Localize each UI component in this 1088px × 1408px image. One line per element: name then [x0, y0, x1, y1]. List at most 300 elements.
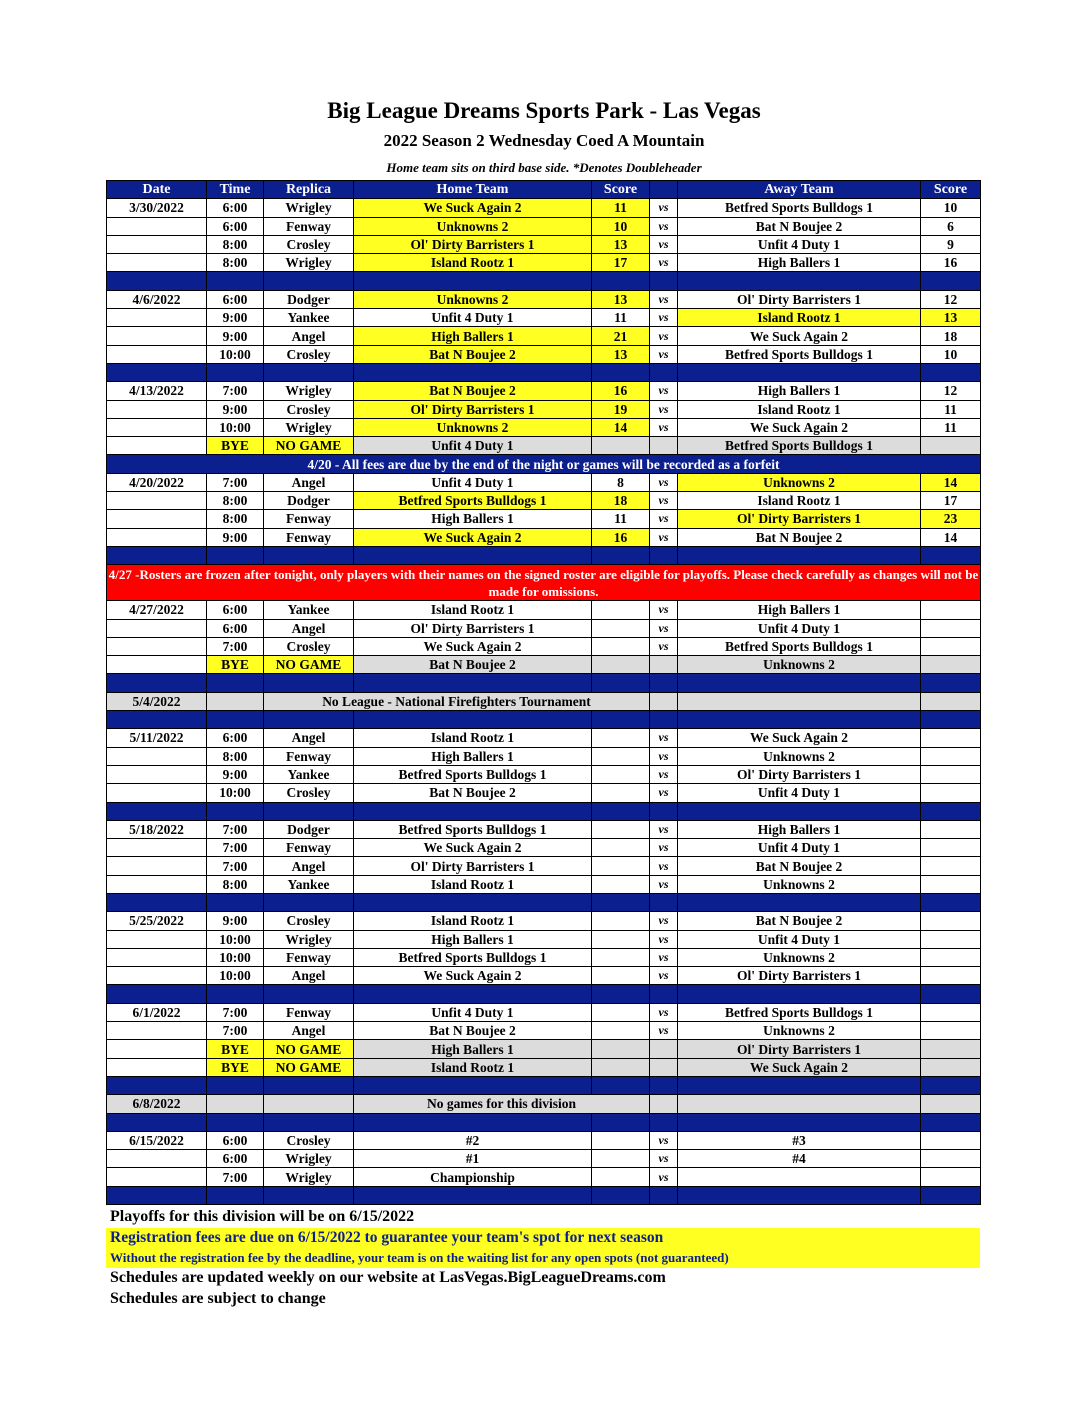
- away-score-cell: 11: [921, 400, 981, 418]
- away-team-cell: Unknowns 2: [678, 1022, 921, 1040]
- game-row: [107, 729, 981, 747]
- time-cell: [207, 1095, 264, 1113]
- away-team-cell: [678, 1095, 921, 1113]
- week-separator-row: [107, 1113, 981, 1131]
- home-team-cell: Unknowns 2: [354, 217, 592, 235]
- time-cell: 9:00: [207, 912, 264, 930]
- vs-cell: vs: [650, 601, 678, 619]
- away-team-cell: Ol' Dirty Barristers 1: [678, 1040, 921, 1058]
- away-score-cell: [921, 1022, 981, 1040]
- home-score-cell: 11: [592, 510, 650, 528]
- away-score-cell: [921, 948, 981, 966]
- date-cell: [107, 400, 207, 418]
- separator-cell: [207, 272, 264, 290]
- replica-cell: Crosley: [264, 345, 354, 363]
- date-cell: [107, 1150, 207, 1168]
- bye-row: [107, 656, 981, 674]
- away-score-cell: [921, 656, 981, 674]
- away-score-cell: [921, 637, 981, 655]
- away-team-cell: Unknowns 2: [678, 948, 921, 966]
- vs-cell: vs: [650, 254, 678, 272]
- vs-cell: [650, 1058, 678, 1076]
- vs-cell: vs: [650, 528, 678, 546]
- replica-cell: Fenway: [264, 948, 354, 966]
- separator-cell: [921, 272, 981, 290]
- away-team-cell: We Suck Again 2: [678, 327, 921, 345]
- game-row: [107, 1022, 981, 1040]
- week-separator-row: [107, 985, 981, 1003]
- home-score-cell: [592, 656, 650, 674]
- separator-cell: [207, 1113, 264, 1131]
- time-cell: 7:00: [207, 473, 264, 491]
- vs-cell: vs: [650, 235, 678, 253]
- replica-cell: NO GAME: [264, 656, 354, 674]
- game-row: [107, 217, 981, 235]
- home-team-cell: Betfred Sports Bulldogs 1: [354, 820, 592, 838]
- separator-cell: [354, 1076, 592, 1094]
- separator-cell: [107, 711, 207, 729]
- week-separator-row: [107, 711, 981, 729]
- home-team-cell: Island Rootz 1: [354, 875, 592, 893]
- date-cell: [107, 784, 207, 802]
- date-cell: 6/1/2022: [107, 1003, 207, 1021]
- game-row: [107, 912, 981, 930]
- date-cell: 4/20/2022: [107, 473, 207, 491]
- registration-note: Registration fees are due on 6/15/2022 to guarantee your team's spot for next season: [110, 1229, 664, 1246]
- info-text: No games for this division: [354, 1095, 650, 1113]
- replica-cell: Dodger: [264, 820, 354, 838]
- away-score-cell: [921, 1003, 981, 1021]
- home-score-cell: 13: [592, 345, 650, 363]
- away-score-cell: [921, 619, 981, 637]
- separator-cell: [207, 1076, 264, 1094]
- home-score-cell: 17: [592, 254, 650, 272]
- away-team-cell: High Ballers 1: [678, 820, 921, 838]
- roster-freeze-notice-row: [107, 565, 981, 601]
- away-score-cell: 14: [921, 473, 981, 491]
- date-cell: [107, 747, 207, 765]
- date-cell: 3/30/2022: [107, 199, 207, 217]
- separator-cell: [264, 1076, 354, 1094]
- game-row: [107, 857, 981, 875]
- time-cell: 8:00: [207, 254, 264, 272]
- home-team-cell: Ol' Dirty Barristers 1: [354, 619, 592, 637]
- home-score-cell: 16: [592, 382, 650, 400]
- game-row: [107, 1150, 981, 1168]
- away-score-cell: [921, 857, 981, 875]
- date-cell: [107, 217, 207, 235]
- away-team-cell: High Ballers 1: [678, 254, 921, 272]
- away-score-cell: [921, 1058, 981, 1076]
- separator-cell: [354, 546, 592, 564]
- separator-cell: [107, 272, 207, 290]
- separator-cell: [354, 711, 592, 729]
- replica-cell: Angel: [264, 857, 354, 875]
- date-cell: [107, 839, 207, 857]
- date-cell: [107, 930, 207, 948]
- game-row: [107, 235, 981, 253]
- home-team-cell: We Suck Again 2: [354, 199, 592, 217]
- playoffs-note: Playoffs for this division will be on 6/15/2022: [110, 1208, 415, 1225]
- home-score-cell: [592, 1022, 650, 1040]
- home-team-cell: Island Rootz 1: [354, 254, 592, 272]
- home-team-cell: Betfred Sports Bulldogs 1: [354, 765, 592, 783]
- time-cell: 10:00: [207, 948, 264, 966]
- game-row: [107, 619, 981, 637]
- notice-text: 4/27 -Rosters are frozen after tonight, only players with their names on the signed roster are eligible for playoffs. Please check carefully as changes will not be made for omissions.: [107, 565, 981, 601]
- replica-cell: Yankee: [264, 875, 354, 893]
- date-cell: [107, 765, 207, 783]
- home-score-cell: [592, 601, 650, 619]
- separator-cell: [107, 893, 207, 911]
- away-team-cell: #3: [678, 1131, 921, 1149]
- separator-cell: [354, 802, 592, 820]
- separator-cell: [264, 674, 354, 692]
- separator-cell: [650, 985, 678, 1003]
- home-team-cell: High Ballers 1: [354, 1040, 592, 1058]
- separator-cell: [650, 1113, 678, 1131]
- home-score-cell: [592, 839, 650, 857]
- separator-cell: [207, 802, 264, 820]
- game-row: [107, 382, 981, 400]
- vs-cell: vs: [650, 1168, 678, 1186]
- vs-cell: vs: [650, 857, 678, 875]
- replica-cell: NO GAME: [264, 1058, 354, 1076]
- separator-cell: [921, 363, 981, 381]
- away-score-cell: [921, 930, 981, 948]
- date-cell: [107, 254, 207, 272]
- game-row: [107, 601, 981, 619]
- separator-cell: [650, 272, 678, 290]
- away-team-cell: Ol' Dirty Barristers 1: [678, 765, 921, 783]
- separator-cell: [264, 893, 354, 911]
- waiting-list-note: Without the registration fee by the deadline, your team is on the waiting list for any open spots (not guaranteed): [110, 1250, 729, 1265]
- separator-cell: [107, 1186, 207, 1204]
- date-cell: [107, 327, 207, 345]
- date-cell: [107, 948, 207, 966]
- away-team-cell: Unknowns 2: [678, 473, 921, 491]
- time-cell: 10:00: [207, 784, 264, 802]
- game-row: [107, 820, 981, 838]
- home-team-cell: Bat N Boujee 2: [354, 382, 592, 400]
- replica-cell: Wrigley: [264, 254, 354, 272]
- separator-cell: [678, 1186, 921, 1204]
- separator-cell: [678, 711, 921, 729]
- replica-cell: Angel: [264, 1022, 354, 1040]
- separator-cell: [650, 546, 678, 564]
- week-separator-row: [107, 1186, 981, 1204]
- separator-cell: [264, 1186, 354, 1204]
- date-cell: 5/11/2022: [107, 729, 207, 747]
- time-cell: 8:00: [207, 510, 264, 528]
- separator-cell: [264, 363, 354, 381]
- separator-cell: [921, 546, 981, 564]
- separator-cell: [921, 985, 981, 1003]
- home-team-cell: #1: [354, 1150, 592, 1168]
- game-row: [107, 1168, 981, 1186]
- separator-cell: [264, 272, 354, 290]
- game-row: [107, 345, 981, 363]
- home-score-cell: [592, 820, 650, 838]
- away-score-cell: [921, 912, 981, 930]
- vs-cell: vs: [650, 290, 678, 308]
- time-cell: BYE: [207, 437, 264, 455]
- time-cell: 7:00: [207, 382, 264, 400]
- separator-cell: [207, 893, 264, 911]
- vs-cell: [650, 437, 678, 455]
- time-cell: 8:00: [207, 492, 264, 510]
- separator-cell: [592, 985, 650, 1003]
- separator-cell: [650, 893, 678, 911]
- home-team-cell: Ol' Dirty Barristers 1: [354, 857, 592, 875]
- time-cell: 9:00: [207, 309, 264, 327]
- separator-cell: [921, 802, 981, 820]
- separator-cell: [107, 985, 207, 1003]
- game-row: [107, 528, 981, 546]
- vs-cell: vs: [650, 510, 678, 528]
- vs-cell: vs: [650, 637, 678, 655]
- bye-row: [107, 437, 981, 455]
- col-header-away-score: Score: [921, 181, 981, 199]
- game-row: [107, 327, 981, 345]
- home-score-cell: [592, 930, 650, 948]
- separator-cell: [207, 985, 264, 1003]
- away-team-cell: Bat N Boujee 2: [678, 857, 921, 875]
- vs-cell: vs: [650, 839, 678, 857]
- vs-cell: vs: [650, 492, 678, 510]
- date-cell: [107, 528, 207, 546]
- away-team-cell: Unfit 4 Duty 1: [678, 235, 921, 253]
- away-score-cell: 16: [921, 254, 981, 272]
- home-team-cell: Unfit 4 Duty 1: [354, 1003, 592, 1021]
- game-row: [107, 1003, 981, 1021]
- away-score-cell: 23: [921, 510, 981, 528]
- home-team-cell: High Ballers 1: [354, 510, 592, 528]
- separator-cell: [354, 272, 592, 290]
- away-team-cell: Ol' Dirty Barristers 1: [678, 967, 921, 985]
- home-team-cell: We Suck Again 2: [354, 839, 592, 857]
- separator-cell: [592, 1076, 650, 1094]
- home-score-cell: 8: [592, 473, 650, 491]
- game-row: [107, 309, 981, 327]
- week-separator-row: [107, 802, 981, 820]
- game-row: [107, 637, 981, 655]
- separator-cell: [264, 1113, 354, 1131]
- away-score-cell: [921, 784, 981, 802]
- time-cell: 9:00: [207, 765, 264, 783]
- replica-cell: Yankee: [264, 601, 354, 619]
- home-team-cell: High Ballers 1: [354, 747, 592, 765]
- date-cell: 5/4/2022: [107, 692, 207, 710]
- date-cell: [107, 637, 207, 655]
- replica-cell: Fenway: [264, 1003, 354, 1021]
- vs-cell: vs: [650, 912, 678, 930]
- separator-cell: [207, 363, 264, 381]
- away-team-cell: Unfit 4 Duty 1: [678, 839, 921, 857]
- game-row: [107, 290, 981, 308]
- away-team-cell: [678, 1168, 921, 1186]
- home-score-cell: [592, 729, 650, 747]
- schedule-body: [107, 199, 981, 1205]
- away-score-cell: 10: [921, 345, 981, 363]
- separator-cell: [678, 363, 921, 381]
- away-team-cell: We Suck Again 2: [678, 729, 921, 747]
- vs-cell: vs: [650, 875, 678, 893]
- game-row: [107, 967, 981, 985]
- time-cell: 8:00: [207, 235, 264, 253]
- away-team-cell: Betfred Sports Bulldogs 1: [678, 345, 921, 363]
- home-score-cell: [592, 619, 650, 637]
- replica-cell: Fenway: [264, 217, 354, 235]
- time-cell: 10:00: [207, 930, 264, 948]
- away-score-cell: [921, 1131, 981, 1149]
- date-cell: [107, 619, 207, 637]
- away-team-cell: Island Rootz 1: [678, 309, 921, 327]
- table-header-row: [107, 181, 981, 199]
- home-team-cell: High Ballers 1: [354, 327, 592, 345]
- home-team-cell: Bat N Boujee 2: [354, 656, 592, 674]
- vs-cell: [650, 692, 678, 710]
- col-header-date: Date: [107, 181, 207, 199]
- vs-cell: vs: [650, 327, 678, 345]
- away-score-cell: [921, 601, 981, 619]
- vs-cell: vs: [650, 199, 678, 217]
- replica-cell: Wrigley: [264, 1168, 354, 1186]
- replica-cell: Yankee: [264, 309, 354, 327]
- replica-cell: Crosley: [264, 784, 354, 802]
- schedule-table: [106, 180, 981, 1205]
- vs-cell: vs: [650, 418, 678, 436]
- home-team-cell: Island Rootz 1: [354, 729, 592, 747]
- separator-cell: [921, 674, 981, 692]
- away-team-cell: Betfred Sports Bulldogs 1: [678, 199, 921, 217]
- time-cell: 9:00: [207, 528, 264, 546]
- replica-cell: Crosley: [264, 400, 354, 418]
- away-team-cell: Unfit 4 Duty 1: [678, 930, 921, 948]
- time-cell: 6:00: [207, 217, 264, 235]
- time-cell: 6:00: [207, 619, 264, 637]
- time-cell: 8:00: [207, 747, 264, 765]
- notice-text: 4/20 - All fees are due by the end of the night or games will be recorded as a forfeit: [107, 455, 981, 473]
- away-score-cell: 9: [921, 235, 981, 253]
- date-cell: 4/13/2022: [107, 382, 207, 400]
- away-score-cell: [921, 1150, 981, 1168]
- separator-cell: [107, 546, 207, 564]
- replica-cell: Fenway: [264, 510, 354, 528]
- date-cell: [107, 437, 207, 455]
- away-team-cell: Betfred Sports Bulldogs 1: [678, 1003, 921, 1021]
- separator-cell: [921, 1076, 981, 1094]
- week-separator-row: [107, 1076, 981, 1094]
- game-row: [107, 875, 981, 893]
- change-note: Schedules are subject to change: [110, 1290, 326, 1307]
- date-cell: 5/18/2022: [107, 820, 207, 838]
- home-team-cell: Betfred Sports Bulldogs 1: [354, 492, 592, 510]
- vs-cell: vs: [650, 1150, 678, 1168]
- separator-cell: [264, 802, 354, 820]
- replica-cell: Fenway: [264, 747, 354, 765]
- replica-cell: Yankee: [264, 765, 354, 783]
- game-row: [107, 948, 981, 966]
- away-team-cell: We Suck Again 2: [678, 418, 921, 436]
- away-score-cell: 12: [921, 290, 981, 308]
- date-cell: 6/15/2022: [107, 1131, 207, 1149]
- home-team-cell: Bat N Boujee 2: [354, 1022, 592, 1040]
- away-score-cell: [921, 729, 981, 747]
- game-row: [107, 510, 981, 528]
- time-cell: 10:00: [207, 418, 264, 436]
- time-cell: 7:00: [207, 820, 264, 838]
- separator-cell: [107, 1113, 207, 1131]
- away-team-cell: Ol' Dirty Barristers 1: [678, 510, 921, 528]
- home-team-cell: We Suck Again 2: [354, 528, 592, 546]
- separator-cell: [678, 546, 921, 564]
- vs-cell: vs: [650, 1131, 678, 1149]
- home-team-cell: Island Rootz 1: [354, 912, 592, 930]
- vs-cell: vs: [650, 967, 678, 985]
- time-cell: 6:00: [207, 601, 264, 619]
- game-row: [107, 1131, 981, 1149]
- away-team-cell: Bat N Boujee 2: [678, 912, 921, 930]
- date-cell: [107, 875, 207, 893]
- replica-cell: NO GAME: [264, 1040, 354, 1058]
- time-cell: 6:00: [207, 1150, 264, 1168]
- time-cell: [207, 692, 264, 710]
- vs-cell: vs: [650, 729, 678, 747]
- away-score-cell: [921, 967, 981, 985]
- time-cell: 7:00: [207, 857, 264, 875]
- col-header-vs: [650, 181, 678, 199]
- vs-cell: vs: [650, 1022, 678, 1040]
- away-score-cell: 10: [921, 199, 981, 217]
- replica-cell: Fenway: [264, 528, 354, 546]
- home-score-cell: [592, 637, 650, 655]
- separator-cell: [107, 1076, 207, 1094]
- time-cell: 6:00: [207, 290, 264, 308]
- away-team-cell: Island Rootz 1: [678, 400, 921, 418]
- vs-cell: [650, 1040, 678, 1058]
- home-score-cell: 19: [592, 400, 650, 418]
- game-row: [107, 254, 981, 272]
- home-score-cell: 13: [592, 290, 650, 308]
- home-score-cell: [592, 765, 650, 783]
- home-score-cell: [592, 747, 650, 765]
- game-row: [107, 199, 981, 217]
- page-subtitle: 2022 Season 2 Wednesday Coed A Mountain: [383, 131, 705, 150]
- home-team-cell: Bat N Boujee 2: [354, 345, 592, 363]
- separator-cell: [592, 802, 650, 820]
- away-score-cell: [921, 1095, 981, 1113]
- replica-cell: Crosley: [264, 1131, 354, 1149]
- time-cell: 10:00: [207, 345, 264, 363]
- date-cell: [107, 345, 207, 363]
- separator-cell: [921, 711, 981, 729]
- away-team-cell: Unfit 4 Duty 1: [678, 784, 921, 802]
- replica-cell: Wrigley: [264, 418, 354, 436]
- date-cell: 4/6/2022: [107, 290, 207, 308]
- date-cell: 5/25/2022: [107, 912, 207, 930]
- away-team-cell: Unknowns 2: [678, 747, 921, 765]
- vs-cell: [650, 1095, 678, 1113]
- separator-cell: [921, 1186, 981, 1204]
- vs-cell: vs: [650, 765, 678, 783]
- separator-cell: [354, 363, 592, 381]
- away-score-cell: 11: [921, 418, 981, 436]
- away-team-cell: [678, 692, 921, 710]
- replica-cell: Dodger: [264, 492, 354, 510]
- date-cell: 6/8/2022: [107, 1095, 207, 1113]
- away-score-cell: [921, 1040, 981, 1058]
